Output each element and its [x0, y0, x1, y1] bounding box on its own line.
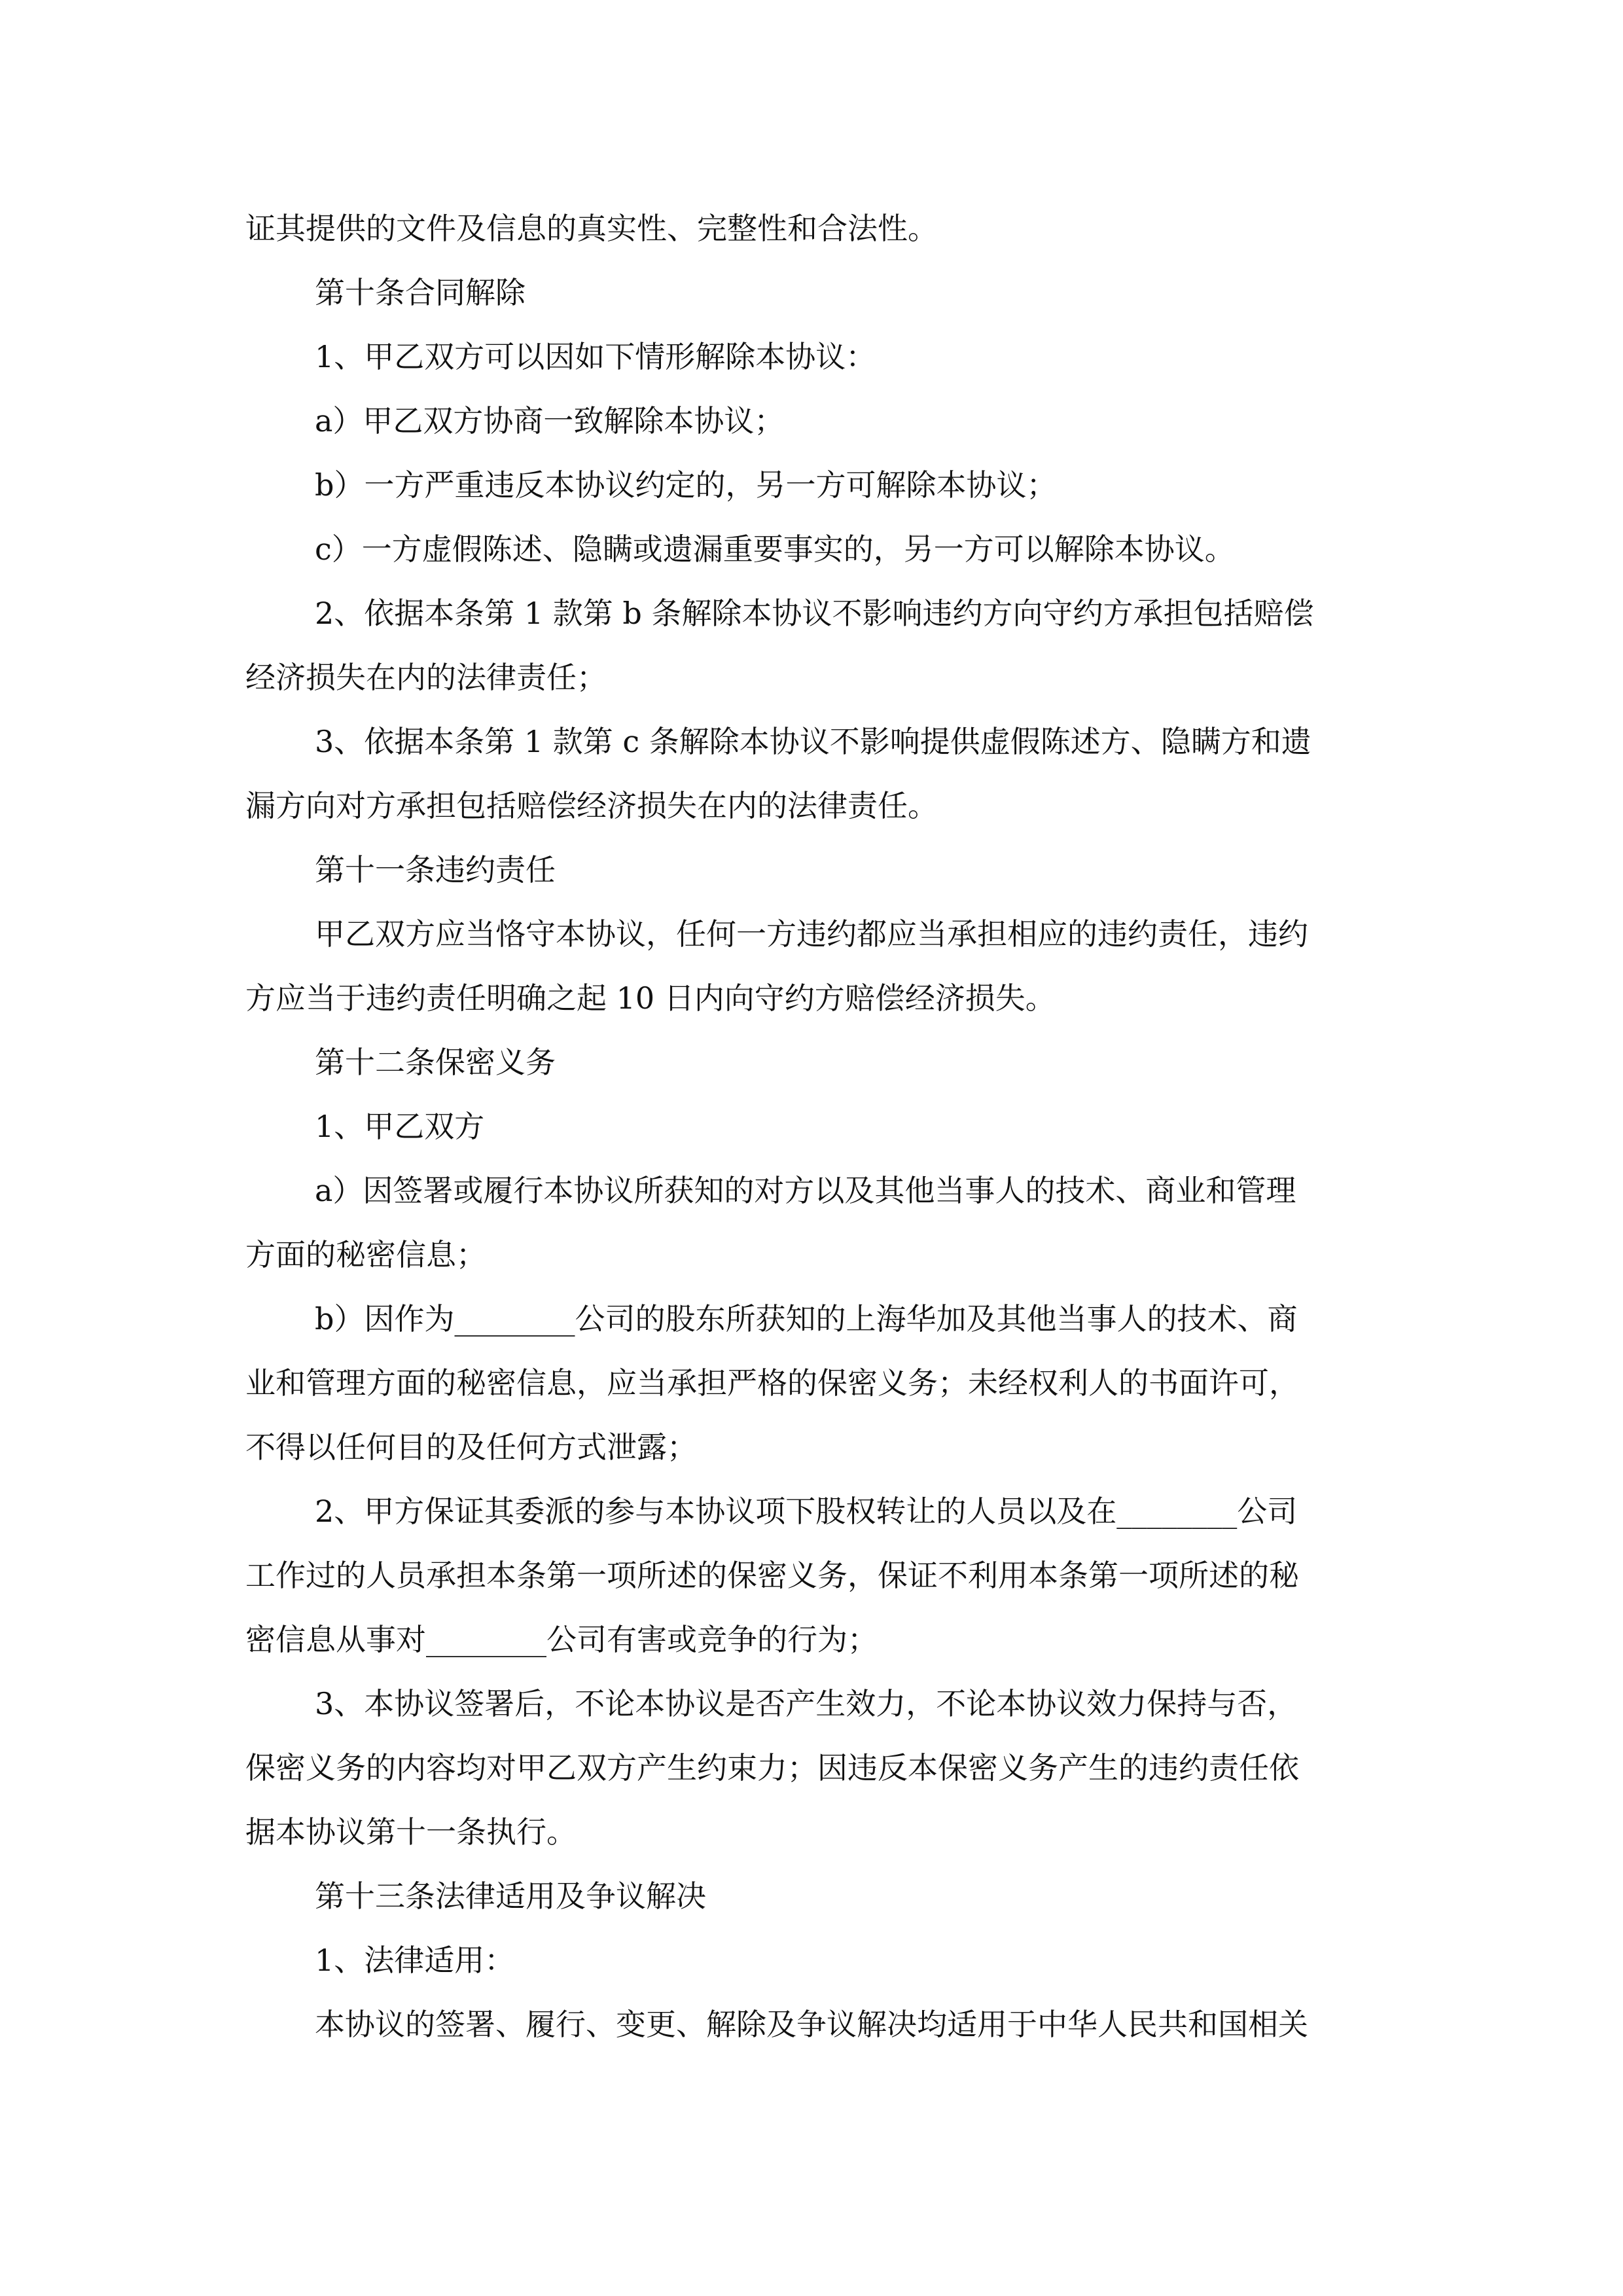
- document-line: 第十一条违约责任: [315, 852, 556, 888]
- document-line: 第十条合同解除: [315, 275, 526, 310]
- document-line: c）一方虚假陈述、隐瞒或遗漏重要事实的，另一方可以解除本协议。: [315, 531, 1235, 567]
- document-line: 经济损失在内的法律责任；: [245, 660, 607, 695]
- document-line: 保密义务的内容均对甲乙双方产生约束力；因违反本保密义务产生的违约责任依: [245, 1750, 1299, 1785]
- document-line: 3、本协议签署后，不论本协议是否产生效力，不论本协议效力保持与否，: [315, 1686, 1298, 1721]
- document-line: 2、甲方保证其委派的参与本协议项下股权转让的人员以及在________公司: [315, 1494, 1298, 1529]
- document-line: 2、依据本条第 1 款第 b 条解除本协议不影响违约方向守约方承担包括赔偿: [315, 596, 1314, 631]
- document-line: 方应当于违约责任明确之起 10 日内向守约方赔偿经济损失。: [245, 980, 1056, 1016]
- document-line: 甲乙双方应当恪守本协议，任何一方违约都应当承担相应的违约责任，违约: [315, 916, 1308, 952]
- document-line: b）一方严重违反本协议约定的，另一方可解除本协议；: [315, 467, 1057, 503]
- document-line: 方面的秘密信息；: [245, 1237, 486, 1272]
- document-body: [245, 196, 1391, 2056]
- document-line: 密信息从事对________公司有害或竞争的行为；: [245, 1622, 878, 1657]
- document-line: a）甲乙双方协商一致解除本协议；: [315, 403, 785, 439]
- document-line: a）因签署或履行本协议所获知的对方以及其他当事人的技术、商业和管理: [315, 1173, 1296, 1208]
- document-line: 不得以任何目的及任何方式泄露；: [245, 1429, 697, 1465]
- document-line: 3、依据本条第 1 款第 c 条解除本协议不影响提供虚假陈述方、隐瞒方和遗: [315, 724, 1311, 759]
- document-line: b）因作为________公司的股东所获知的上海华加及其他当事人的技术、商: [315, 1301, 1298, 1336]
- document-line: 1、甲乙双方: [315, 1109, 485, 1144]
- document-line: 业和管理方面的秘密信息，应当承担严格的保密义务；未经权利人的书面许可，: [245, 1365, 1299, 1401]
- document-line: 工作过的人员承担本条第一项所述的保密义务，保证不利用本条第一项所述的秘: [245, 1558, 1299, 1593]
- document-line: 据本协议第十一条执行。: [245, 1814, 577, 1850]
- document-line: 1、法律适用：: [315, 1943, 515, 1978]
- document-line: 第十二条保密义务: [315, 1045, 556, 1080]
- document-line: 漏方向对方承担包括赔偿经济损失在内的法律责任。: [245, 788, 938, 823]
- document-line: 证其提供的文件及信息的真实性、完整性和合法性。: [245, 211, 938, 246]
- document-line: 本协议的签署、履行、变更、解除及争议解决均适用于中华人民共和国相关: [315, 2007, 1308, 2042]
- document-line: 第十三条法律适用及争议解决: [315, 1878, 706, 1914]
- document-line: 1、甲乙双方可以因如下情形解除本协议：: [315, 339, 876, 374]
